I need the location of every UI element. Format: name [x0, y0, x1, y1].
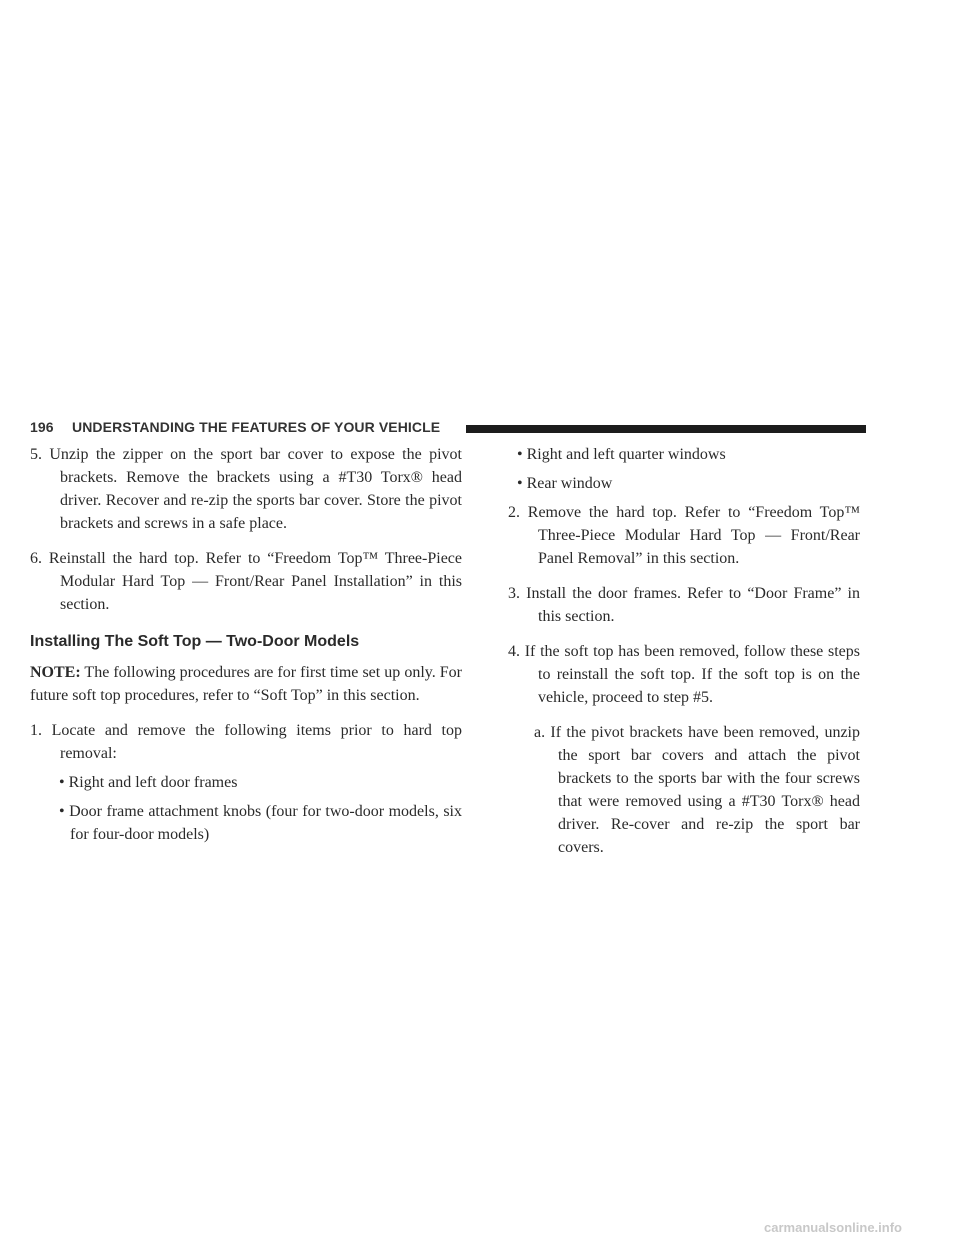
step-6: 6. Reinstall the hard top. Refer to “Freedom Top™ Three-Piece Modular Hard Top — Front/Rear Panel Installation” in this section.: [30, 550, 462, 613]
note: [30, 661, 462, 707]
step-4: 4. If the soft top has been removed, follow these steps to reinstall the soft top. If the soft top is on the vehicle, proceed to step #5.: [508, 643, 860, 706]
step-5: 5. Unzip the zipper on the sport bar cover to expose the pivot brackets. Remove the brackets using a #T30 Torx® head driver. Recover and re-zip the sports bar cover. Store the pivot brackets and screws in a safe place.: [30, 446, 462, 532]
note-text: The following procedures are for first time set up only. For future soft top procedures, refer to “Soft Top” in this section.: [30, 664, 462, 704]
step-4a: a. If the pivot brackets have been removed, unzip the sport bar covers and attach the pivot brackets to the sports bar with the four screws that were removed using a #T30 Torx® head driver. Re-cover and re-zip the sport bar covers.: [534, 724, 860, 856]
page-number: 196: [30, 419, 54, 435]
right-column: [508, 443, 860, 859]
page-header: [30, 418, 866, 440]
step-3: 3. Install the door frames. Refer to “Door Frame” in this section.: [508, 585, 860, 625]
step-2: 2. Remove the hard top. Refer to “Freedom Top™ Three-Piece Modular Hard Top — Front/Rear Panel Removal” in this section.: [508, 504, 860, 567]
left-column: [30, 443, 462, 846]
bullet-knobs: • Door frame attachment knobs (four for two-door models, six for four-door models): [59, 803, 462, 843]
header-rule: [466, 425, 866, 433]
note-label: NOTE:: [30, 664, 81, 681]
bullet-quarter-windows: • Right and left quarter windows: [517, 446, 726, 463]
step-1: 1. Locate and remove the following items prior to hard top removal:: [30, 722, 462, 762]
section-heading: Installing The Soft Top — Two-Door Models: [30, 633, 360, 650]
bullet-rear-window: • Rear window: [517, 475, 613, 492]
bullet-door-frames: • Right and left door frames: [59, 774, 238, 791]
watermark: carmanualsonline.info: [764, 1220, 902, 1235]
section-title: UNDERSTANDING THE FEATURES OF YOUR VEHICLE: [72, 419, 441, 435]
